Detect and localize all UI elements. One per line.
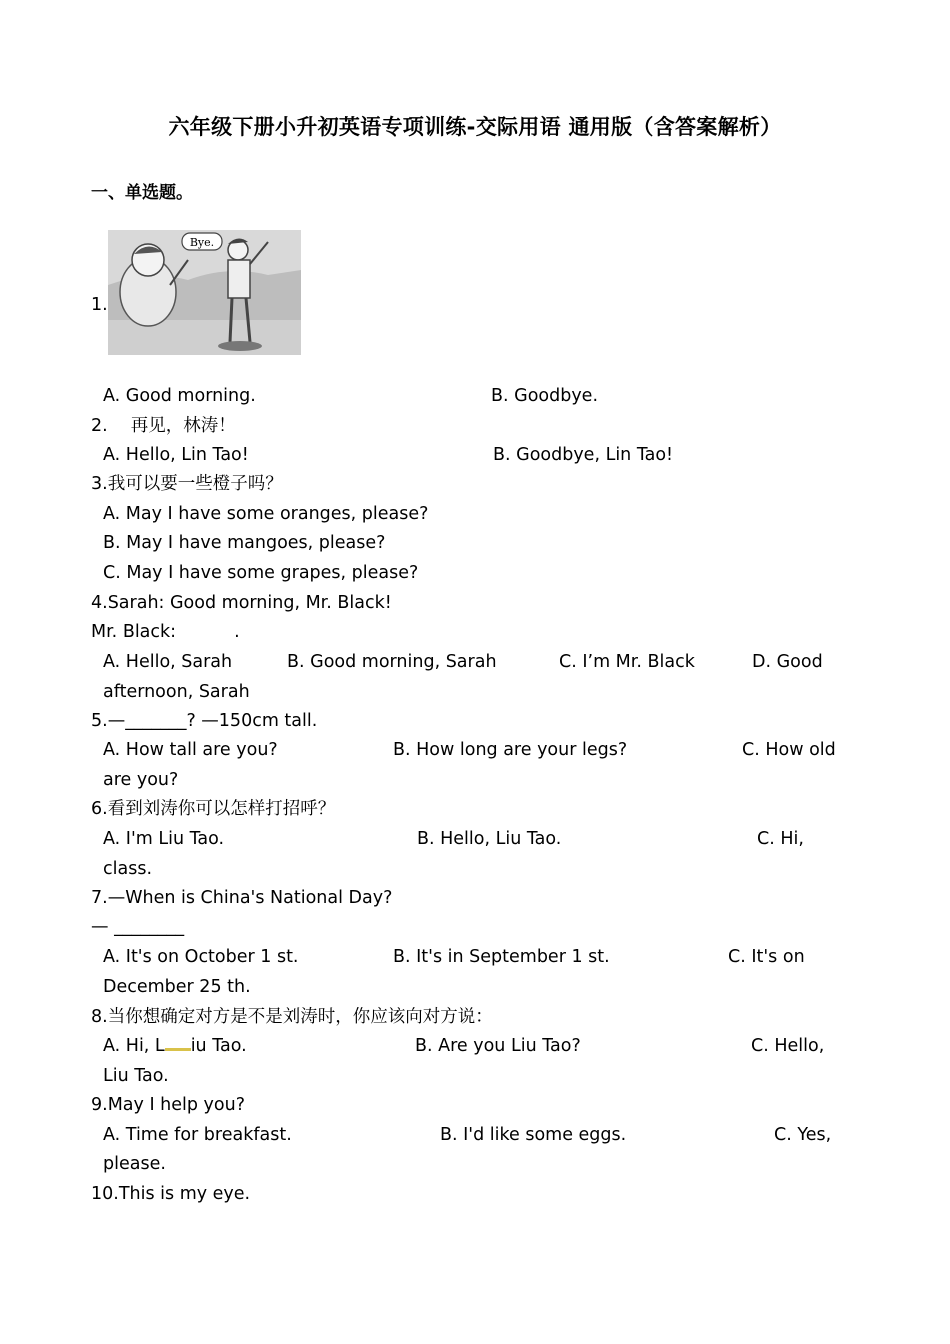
q7-option-c: C. It's on — [728, 947, 805, 967]
q2-option-a: A. Hello, Lin Tao! — [103, 445, 249, 465]
q8-option-a — [103, 1034, 247, 1058]
q8-stem: 8.当你想确定对方是不是刘涛时，你应该向对方说： — [91, 1007, 493, 1027]
q3-option-a: A. May I have some oranges, please? — [103, 504, 429, 524]
q5-stem: 5.—_______? —150cm tall. — [91, 711, 318, 731]
q3-stem: 3.我可以要一些橙子吗？ — [91, 474, 283, 494]
q10-stem: 10.This is my eye. — [91, 1184, 251, 1204]
q7-stem: 7.—When is China's National Day? — [91, 888, 393, 908]
q2-option-b: B. Goodbye, Lin Tao! — [493, 445, 674, 465]
q5-option-c-cont: are you? — [103, 770, 179, 790]
q6-option-b: B. Hello, Liu Tao. — [417, 829, 562, 849]
q6-option-c: C. Hi, — [757, 829, 804, 849]
q7-option-b: B. It's in September 1 st. — [393, 947, 610, 967]
q9-option-a: A. Time for breakfast. — [103, 1125, 292, 1145]
section-heading: 一、单选题。 — [91, 183, 193, 203]
q9-stem: 9.May I help you? — [91, 1095, 245, 1115]
q8-option-c-cont: Liu Tao. — [103, 1066, 169, 1086]
q8-option-a-end: iu Tao. — [190, 1036, 247, 1056]
q1-picture — [108, 230, 301, 355]
q8-highlight-mark — [165, 1036, 191, 1051]
q9-option-c-cont: please. — [103, 1154, 166, 1174]
q8-option-c: C. Hello, — [751, 1036, 825, 1056]
q1-option-a: A. Good morning. — [103, 386, 256, 406]
q1-option-b: B. Goodbye. — [491, 386, 599, 406]
q4-option-c: C. I’m Mr. Black — [559, 652, 695, 672]
page-title: 六年级下册小升初英语专项训练-交际用语 通用版（含答案解析） — [168, 115, 782, 139]
q8-option-b: B. Are you Liu Tao? — [415, 1036, 581, 1056]
q3-option-b: B. May I have mangoes, please? — [103, 533, 386, 553]
q5-option-c: C. How old — [742, 740, 836, 760]
q9-option-c: C. Yes, — [774, 1125, 832, 1145]
q3-option-c: C. May I have some grapes, please? — [103, 563, 419, 583]
q5-option-b: B. How long are your legs? — [393, 740, 628, 760]
q8-option-a-start: A. Hi, L — [103, 1036, 165, 1056]
q5-option-a: A. How tall are you? — [103, 740, 278, 760]
q7-option-a: A. It's on October 1 st. — [103, 947, 299, 967]
q4-option-d-cont: afternoon, Sarah — [103, 682, 250, 702]
q4-option-a: A. Hello, Sarah — [103, 652, 233, 672]
q4-option-d: D. Good — [752, 652, 823, 672]
q6-stem: 6.看到刘涛你可以怎样打招呼？ — [91, 799, 336, 819]
q7-stem-2: — ________ — [91, 917, 185, 937]
q2-stem: 2. 再见，林涛！ — [91, 416, 236, 436]
q4-stem: 4.Sarah: Good morning, Mr. Black! — [91, 593, 392, 613]
q9-option-b: B. I'd like some eggs. — [440, 1125, 627, 1145]
q7-option-c-cont: December 25 th. — [103, 977, 251, 997]
q1-number: 1. — [91, 295, 108, 315]
q1-speech-bubble: Bye. — [189, 236, 215, 249]
q6-option-c-cont: class. — [103, 859, 153, 879]
q4-stem-2: Mr. Black: . — [91, 622, 240, 642]
q4-option-b: B. Good morning, Sarah — [287, 652, 497, 672]
q6-option-a: A. I'm Liu Tao. — [103, 829, 225, 849]
